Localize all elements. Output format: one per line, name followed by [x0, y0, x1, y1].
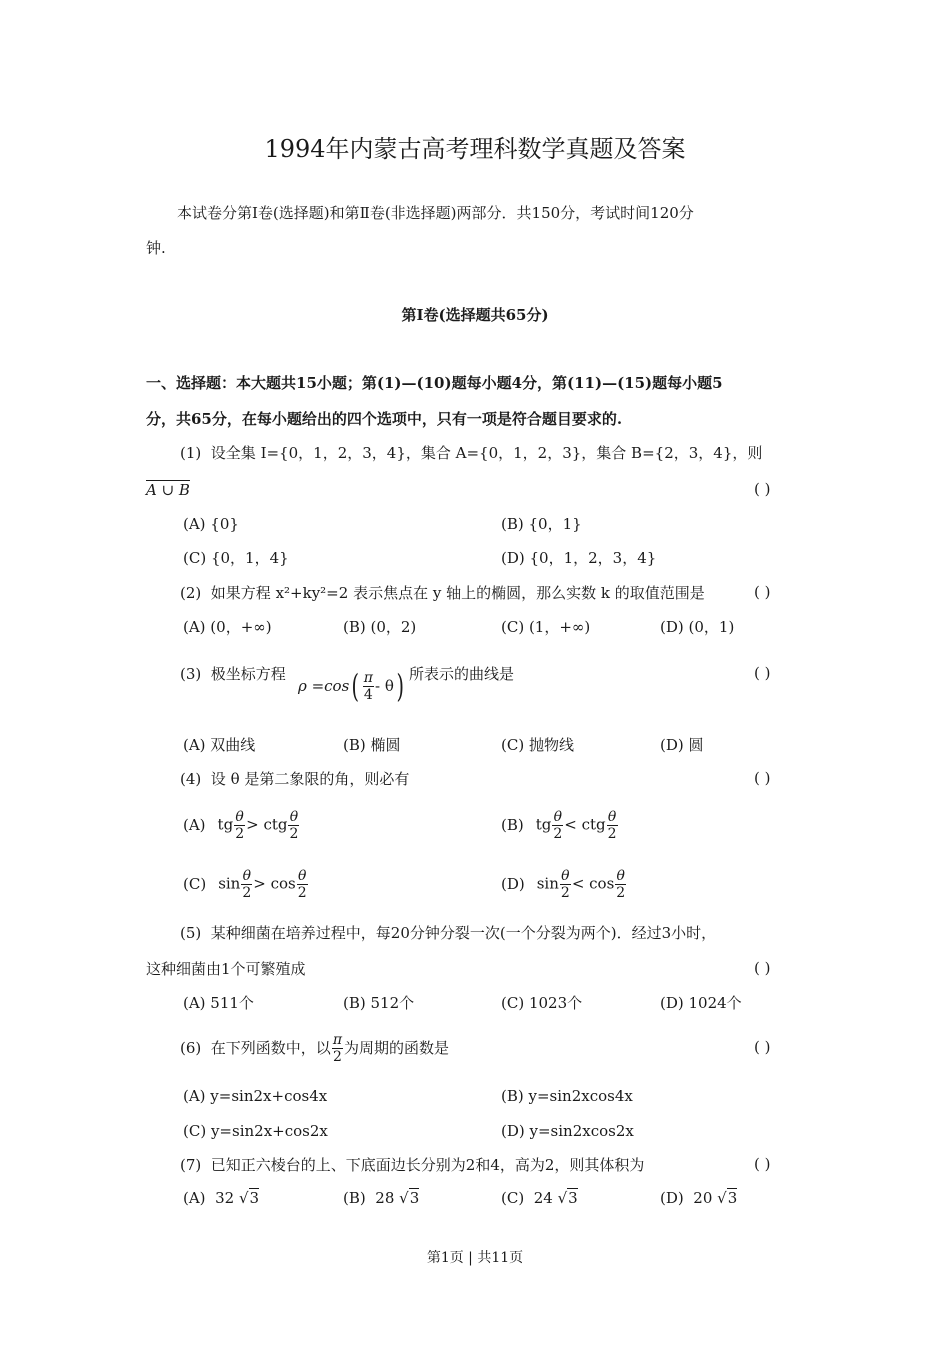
q4-d-den2: 2 — [616, 884, 626, 901]
q7-option-b: (B) 28 √3 — [343, 1189, 420, 1207]
q5-answer-blank: ( ) — [754, 959, 771, 977]
q4-option-d — [501, 864, 627, 904]
q7-option-d: (D) 20 √3 — [660, 1189, 738, 1207]
q4-option-c-label: (C) — [183, 875, 207, 893]
q4-option-a-formula — [218, 809, 301, 842]
q4-text — [180, 769, 409, 789]
q2-option-b: (B) (0，2) — [343, 618, 417, 636]
q4-option-b-formula — [536, 809, 619, 842]
q3-minus-theta: - θ — [374, 677, 394, 695]
q5-option-b: (B) 512个 — [343, 994, 415, 1012]
instructions-line1: 一、选择题：本大题共15小题；第(1)—(10)题每小题4分，第(11)—(15)题每小题5 — [146, 374, 723, 392]
q4-b-den2: 2 — [607, 825, 617, 842]
q4-b-num1: θ — [553, 808, 563, 825]
q6-denominator: 2 — [332, 1048, 342, 1065]
q4-a-frac2 — [288, 809, 299, 842]
q4-b-den1: 2 — [553, 825, 563, 842]
q1-text — [180, 443, 762, 463]
intro-line2: 钟. — [146, 239, 166, 257]
q7-c-label: (C) — [501, 1189, 525, 1207]
q3-option-a: (A) 双曲线 — [183, 736, 256, 754]
q7-option-a: (A) 32 √3 — [183, 1189, 260, 1207]
q3-answer-blank: ( ) — [754, 664, 771, 682]
q7-stem: 已知正六棱台的上、下底面边长分别为2和4，高为2，则其体积为 — [210, 1156, 645, 1174]
q7-text — [180, 1155, 644, 1175]
q4-a-num1: θ — [235, 808, 244, 825]
q3-stem-before: 极坐标方程 — [210, 665, 286, 683]
q3-fraction — [363, 670, 374, 703]
q6-option-c: (C) y=sin2x+cos2x — [183, 1122, 328, 1140]
q1-answer-blank: ( ) — [754, 480, 771, 498]
q3-option-d: (D) 圆 — [660, 736, 704, 754]
section-title: 第Ⅰ卷(选择题共65分) — [401, 306, 549, 324]
q1-option-b: (B) {0，1} — [501, 515, 582, 533]
q4-b-op: < ctg — [564, 815, 606, 833]
q6-option-a: (A) y=sin2x+cos4x — [183, 1087, 328, 1105]
q2-number: (2) — [180, 584, 202, 602]
q4-a-num2: θ — [289, 808, 299, 825]
q6-fraction — [332, 1032, 343, 1065]
q4-option-a-label: (A) — [183, 816, 206, 834]
q4-b-func1: tg — [535, 815, 552, 833]
q4-stem: 设 θ 是第二象限的角，则必有 — [210, 770, 410, 788]
q4-c-frac1 — [241, 868, 252, 901]
q1-option-c: (C) {0，1，4} — [183, 549, 289, 567]
q4-a-op: > ctg — [246, 815, 288, 833]
q1-stem: 设全集 I={0，1，2，3，4}，集合 A={0，1，2，3}，集合 B={2，3，4}，则 — [210, 444, 763, 462]
q6-number: (6) — [180, 1039, 202, 1057]
q5-option-c: (C) 1023个 — [501, 994, 583, 1012]
q1-expr: A ∪ B — [146, 481, 190, 499]
q1-option-a: (A) {0} — [183, 515, 239, 533]
q1-expression — [146, 480, 190, 500]
q4-b-num2: θ — [607, 808, 617, 825]
q4-d-func1: sin — [536, 874, 559, 892]
q7-b-label: (B) — [343, 1189, 366, 1207]
q4-c-num1: θ — [242, 867, 252, 884]
q6-numerator: π — [332, 1031, 343, 1048]
page-footer: 第1页 | 共11页 — [426, 1250, 524, 1266]
q6-stem-after: 为周期的函数是 — [344, 1039, 450, 1057]
q4-option-c-formula — [218, 868, 308, 901]
q7-a-label: (A) — [183, 1189, 206, 1207]
q4-b-frac1 — [552, 809, 563, 842]
q7-c-radicand: 3 — [568, 1189, 578, 1207]
q4-number: (4) — [180, 770, 202, 788]
q4-option-a — [183, 805, 300, 845]
q4-a-frac1 — [234, 809, 245, 842]
q2-option-c: (C) (1，+∞) — [501, 618, 591, 636]
q4-answer-blank: ( ) — [754, 769, 771, 787]
q6-text — [180, 1028, 449, 1068]
q2-option-d: (D) (0，1) — [660, 618, 735, 636]
q6-answer-blank: ( ) — [754, 1038, 771, 1056]
q6-stem-before: 在下列函数中，以 — [210, 1039, 331, 1057]
q4-option-d-formula — [537, 868, 627, 901]
q4-c-func1: sin — [218, 874, 241, 892]
q1-option-d: (D) {0，1，2，3，4} — [501, 549, 657, 567]
q7-d-radicand: 3 — [727, 1189, 738, 1207]
q6-option-d: (D) y=sin2xcos2x — [501, 1122, 634, 1140]
q3-formula — [298, 664, 406, 708]
q3-option-b: (B) 椭圆 — [343, 736, 401, 754]
intro-line1: 本试卷分第Ⅰ卷(选择题)和第Ⅱ卷(非选择题)两部分．共150分，考试时间120分 — [177, 204, 694, 222]
q4-c-num2: θ — [297, 867, 307, 884]
q2-stem: 如果方程 x²+ky²=2 表示焦点在 y 轴上的椭圆，那么实数 k 的取值范围是 — [210, 584, 705, 602]
q7-a-coef: 32 — [215, 1189, 235, 1207]
q4-a-den1: 2 — [235, 825, 245, 842]
q3-option-c: (C) 抛物线 — [501, 736, 574, 754]
q5-number: (5) — [180, 924, 202, 942]
q6-option-b: (B) y=sin2xcos4x — [501, 1087, 633, 1105]
q4-d-frac1 — [560, 868, 571, 901]
q5-option-a: (A) 511个 — [183, 994, 254, 1012]
q4-option-c — [183, 864, 309, 904]
page-title: 1994年内蒙古高考理科数学真题及答案 — [264, 135, 686, 163]
q3-denominator: 4 — [363, 686, 373, 703]
q4-d-num2: θ — [616, 867, 625, 884]
q4-d-den1: 2 — [560, 884, 570, 901]
q4-option-d-label: (D) — [501, 875, 525, 893]
q4-option-b — [501, 805, 619, 845]
q4-c-op: > cos — [253, 874, 296, 892]
q7-a-radicand: 3 — [249, 1189, 260, 1207]
q3-formula-lhs: ρ =cos — [298, 677, 350, 695]
q4-c-den1: 2 — [242, 884, 252, 901]
instructions-line2: 分，共65分，在每小题给出的四个选项中，只有一项是符合题目要求的. — [146, 410, 623, 428]
q4-a-func1: tg — [217, 815, 234, 833]
q7-d-label: (D) — [660, 1189, 684, 1207]
q3-left-paren: ( — [351, 667, 360, 705]
q3-number: (3) — [180, 665, 202, 683]
q7-answer-blank: ( ) — [754, 1155, 771, 1173]
q2-option-a: (A) (0，+∞) — [183, 618, 272, 636]
q4-option-b-label: (B) — [501, 816, 524, 834]
q4-c-frac2 — [297, 868, 308, 901]
q3-numerator: π — [363, 669, 373, 686]
q1-number: (1) — [180, 444, 202, 462]
q3-right-paren: ) — [396, 667, 404, 705]
q4-d-frac2 — [615, 868, 626, 901]
q7-option-c: (C) 24 √3 — [501, 1189, 578, 1207]
q7-number: (7) — [180, 1156, 202, 1174]
q7-b-radicand: 3 — [409, 1189, 420, 1207]
q5-stem: 某种细菌在培养过程中，每20分钟分裂一次(一个分裂为两个)．经过3小时， — [210, 924, 717, 942]
q7-c-coef: 24 — [533, 1189, 553, 1207]
q5-stem-line2: 这种细菌由1个可繁殖成 — [146, 960, 306, 978]
q4-a-den2: 2 — [289, 825, 299, 842]
q5-option-d: (D) 1024个 — [660, 994, 742, 1012]
q4-c-den2: 2 — [297, 884, 307, 901]
q7-d-coef: 20 — [693, 1189, 713, 1207]
q5-text — [180, 923, 716, 943]
q4-d-num1: θ — [561, 867, 570, 884]
q3-text — [180, 664, 286, 684]
q7-b-coef: 28 — [375, 1189, 395, 1207]
q4-d-op: < cos — [571, 874, 615, 892]
q2-answer-blank: ( ) — [754, 583, 771, 601]
q4-b-frac2 — [607, 809, 618, 842]
q2-text — [180, 583, 705, 603]
q3-stem-after: 所表示的曲线是 — [409, 665, 515, 683]
